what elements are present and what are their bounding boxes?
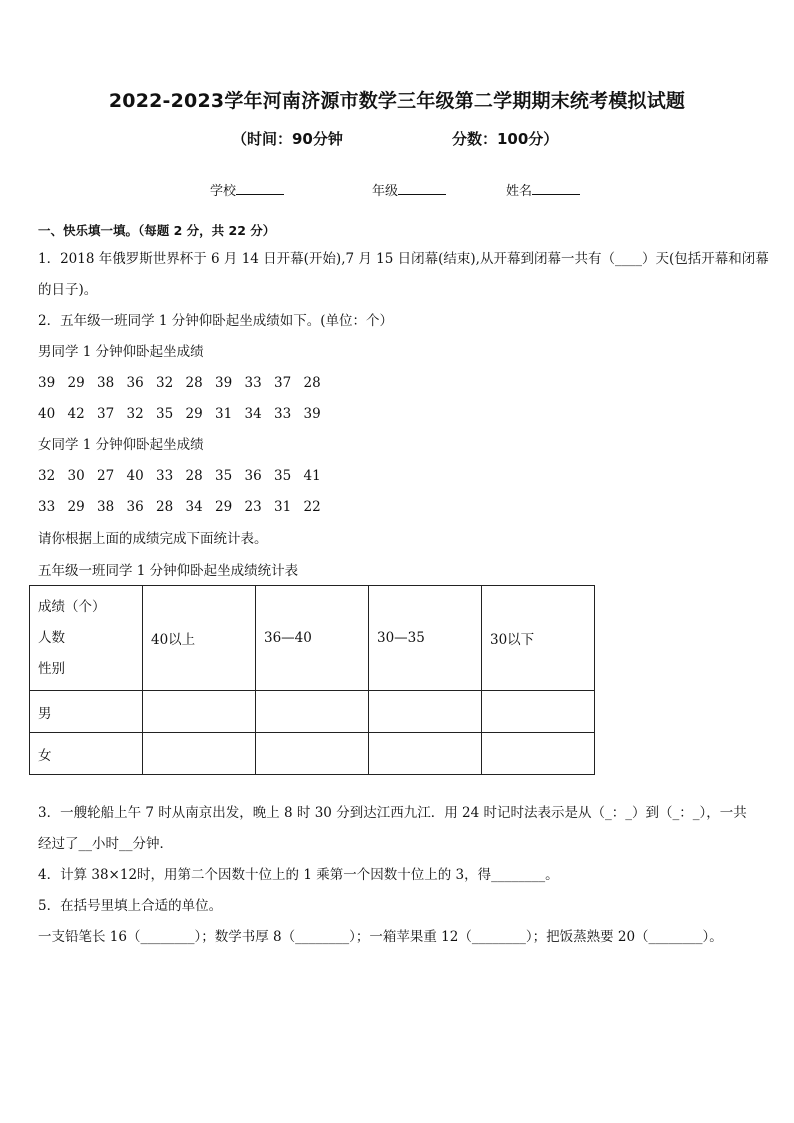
score-value: 28 — [303, 375, 321, 391]
score-value: 32 — [156, 375, 174, 391]
q5-line2: 一支铅笔长 16（________）；数学书厚 8（________）；一箱苹果重 12（________）；把饭蒸熟要 20（________）。 — [38, 929, 723, 945]
q3-line1: 3．一艘轮船上午 7 时从南京出发，晚上 8 时 30 分到达江西九江．用 24 时记时法表示是从（_：_）到（_：_），一共 — [38, 805, 747, 821]
column-header: 36—40 — [256, 586, 369, 691]
score-value: 37 — [97, 406, 115, 422]
score-value: 29 — [67, 375, 85, 391]
score-value: 35 — [274, 468, 292, 484]
q5-line1: 5．在括号里填上合适的单位。 — [38, 898, 223, 914]
girls-scores-row2 — [38, 498, 333, 516]
section-heading: 一、快乐填一填。（每题 2 分，共 22 分） — [38, 223, 276, 238]
page-title: 2022-2023学年河南济源市数学三年级第二学期期末统考模拟试题 — [108, 90, 686, 112]
score-value: 32 — [126, 406, 144, 422]
score-value: 42 — [67, 406, 85, 422]
stats-table — [29, 585, 595, 775]
score-value: 31 — [215, 406, 233, 422]
column-header: 40以上 — [143, 586, 256, 691]
score-value: 38 — [97, 375, 115, 391]
exam-time: （时间：90分钟 — [232, 130, 343, 148]
score-value: 39 — [303, 406, 321, 422]
q3-line2: 经过了__小时__分钟． — [38, 836, 173, 852]
score-value: 33 — [38, 499, 56, 515]
grade-blank — [398, 182, 446, 195]
score-value: 29 — [185, 406, 203, 422]
score-value: 36 — [244, 468, 262, 484]
score-value: 28 — [185, 468, 203, 484]
score-value: 27 — [97, 468, 115, 484]
table-header-row — [30, 586, 595, 691]
table-corner-cell — [30, 586, 143, 691]
answer-cell[interactable] — [256, 691, 369, 733]
score-value: 35 — [215, 468, 233, 484]
name-field — [506, 180, 580, 199]
column-header: 30—35 — [369, 586, 482, 691]
score-value: 39 — [38, 375, 56, 391]
table-title: 五年级一班同学 1 分钟仰卧起坐成绩统计表 — [38, 563, 299, 579]
score-value: 30 — [67, 468, 85, 484]
score-value: 29 — [67, 499, 85, 515]
score-value: 39 — [215, 375, 233, 391]
score-value: 33 — [156, 468, 174, 484]
score-value: 33 — [244, 375, 262, 391]
score-value: 40 — [126, 468, 144, 484]
score-value: 38 — [97, 499, 115, 515]
score-value: 23 — [244, 499, 262, 515]
score-value: 33 — [274, 406, 292, 422]
score-value: 41 — [303, 468, 321, 484]
school-blank — [236, 182, 284, 195]
grade-label: 年级 — [372, 184, 399, 199]
q2-intro: 2．五年级一班同学 1 分钟仰卧起坐成绩如下。(单位：个） — [38, 313, 394, 329]
score-value: 40 — [38, 406, 56, 422]
score-value: 36 — [126, 499, 144, 515]
score-value: 36 — [126, 375, 144, 391]
boys-scores-row2 — [38, 405, 333, 423]
exam-score: 分数：100分） — [452, 130, 559, 148]
boys-scores-row1 — [38, 374, 333, 392]
score-value: 37 — [274, 375, 292, 391]
score-value: 28 — [185, 375, 203, 391]
name-label: 姓名 — [506, 184, 533, 199]
score-value: 34 — [185, 499, 203, 515]
score-value: 32 — [38, 468, 56, 484]
answer-cell[interactable] — [482, 691, 595, 733]
corner-label-gender: 性别 — [38, 660, 65, 677]
answer-cell[interactable] — [143, 691, 256, 733]
score-value: 34 — [244, 406, 262, 422]
corner-label-score: 成绩（个） — [38, 598, 106, 615]
answer-cell[interactable] — [369, 733, 482, 775]
answer-cell[interactable] — [256, 733, 369, 775]
boys-label: 男同学 1 分钟仰卧起坐成绩 — [38, 344, 204, 360]
score-value: 28 — [156, 499, 174, 515]
score-value: 35 — [156, 406, 174, 422]
answer-cell[interactable] — [482, 733, 595, 775]
name-blank — [532, 182, 580, 195]
corner-label-count: 人数 — [38, 629, 65, 646]
table-row — [30, 733, 595, 775]
school-label: 学校 — [210, 184, 237, 199]
school-field — [210, 180, 284, 199]
table-row — [30, 691, 595, 733]
q2-instruction: 请你根据上面的成绩完成下面统计表。 — [38, 531, 268, 547]
q4-line1: 4．计算 38×12时，用第二个因数十位上的 1 乘第一个因数十位上的 3，得________。 — [38, 867, 559, 883]
answer-cell[interactable] — [369, 691, 482, 733]
column-header: 30以下 — [482, 586, 595, 691]
girls-scores-row1 — [38, 467, 333, 485]
q1-line1: 1．2018 年俄罗斯世界杯于 6 月 14 日开幕(开始),7 月 15 日闭幕(结束),从开幕到闭幕一共有（____）天(包括开幕和闭幕 — [38, 251, 769, 267]
grade-field — [372, 180, 446, 199]
answer-cell[interactable] — [143, 733, 256, 775]
row-header: 男 — [30, 691, 143, 733]
q1-line2: 的日子)。 — [38, 282, 98, 298]
score-value: 29 — [215, 499, 233, 515]
row-header: 女 — [30, 733, 143, 775]
score-value: 31 — [274, 499, 292, 515]
girls-label: 女同学 1 分钟仰卧起坐成绩 — [38, 437, 204, 453]
score-value: 22 — [303, 499, 321, 515]
